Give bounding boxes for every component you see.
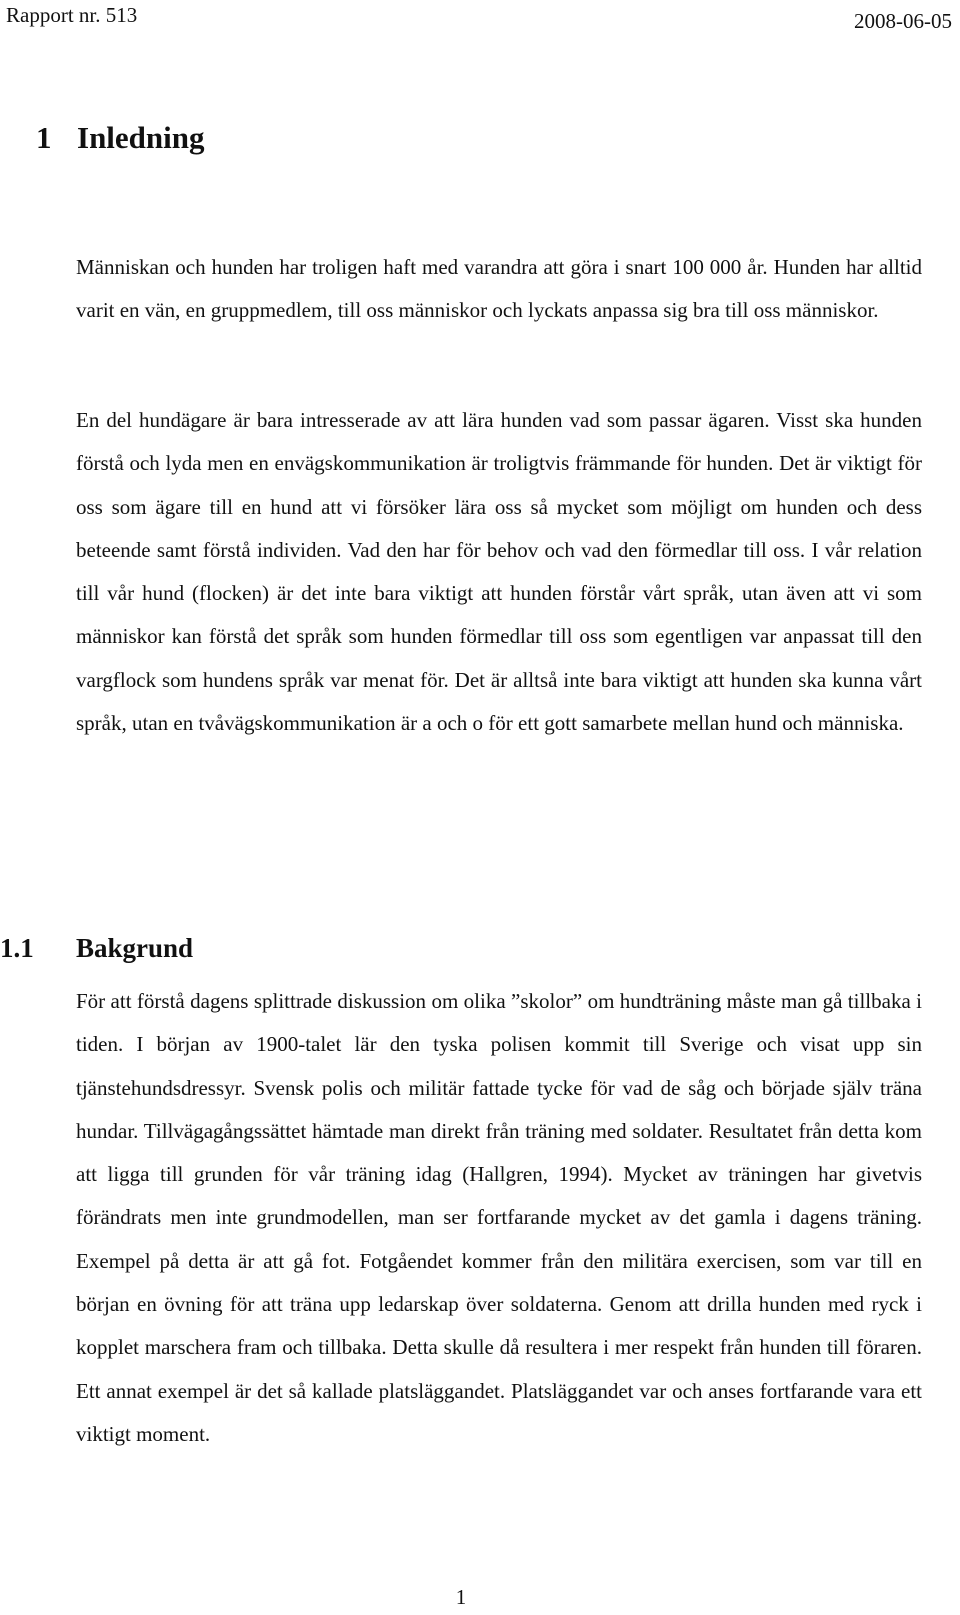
section-title: Inledning — [77, 120, 205, 155]
report-number: Rapport nr. 513 — [6, 3, 138, 27]
subsection-heading-bakgrund — [0, 930, 193, 966]
subsection-number: 1.1 — [0, 933, 34, 963]
section-number: 1 — [36, 120, 52, 155]
background-paragraph: För att förstå dagens splittrade diskussion om olika ”skolor” om hundträning måste man gå tillbaka i tiden. I början av 1900-talet lär den tyska polisen kommit till Sverige och visat upp sin tjänstehundsdressyr. Svensk polis och militär fattade tycke för vad de såg och började själv träna hundar. Tillvägagångssättet hämtade man direkt från träning med soldater. Resultatet från detta kom att ligga till grunden för vår träning idag (Hallgren, 1994). Mycket av träningen har givetvis förändrats men inte grundmodellen, man ser fortfarande mycket av det gamla i dagens träning. Exempel på detta är att gå fot. Fotgåendet kommer från den militära exercisen, som var till en början en övning för att träna upp ledarskap över soldaterna. Genom att drilla hunden med ryck i kopplet marschera fram och tillbaka. Detta skulle då resultera i mer respekt från hunden till föraren. Ett annat exempel är det så kallade platsläggandet. Platsläggandet var och anses fortfarande vara ett viktigt moment. — [76, 989, 922, 1446]
intro-paragraph-2: En del hundägare är bara intresserade av att lära hunden vad som passar ägaren. Visst ska hunden förstå och lyda men en envägskommunikation är troligtvis främmande för hunden. Det är viktigt för oss som ägare till en hund att vi försöker lära oss så mycket som möjligt om hunden och dess beteende samt förstå individen. Vad den har för behov och vad den förmedlar till oss. I vår relation till vår hund (flocken) är det inte bara viktigt att hunden förstår vårt språk, utan även att vi som människor kan förstå det språk som hunden förmedlar till oss som egentligen var anpassat till den vargflock som hundens språk var menat för. Det är alltså inte bara viktigt att hunden ska kunna vårt språk, utan en tvåvägskommunikation är a och o för ett gott samarbete mellan hund och människa. — [76, 408, 922, 736]
section-heading-inledning — [36, 118, 205, 158]
subsection-title: Bakgrund — [76, 933, 194, 963]
report-date: 2008-06-05 — [854, 9, 952, 33]
intro-paragraph-1: Människan och hunden har troligen haft med varandra att göra i snart 100 000 år. Hunden har alltid varit en vän, en gruppmedlem, till oss människor och lyckats anpassa sig bra till oss människor. — [76, 255, 922, 323]
page-number: 1 — [455, 1585, 467, 1609]
